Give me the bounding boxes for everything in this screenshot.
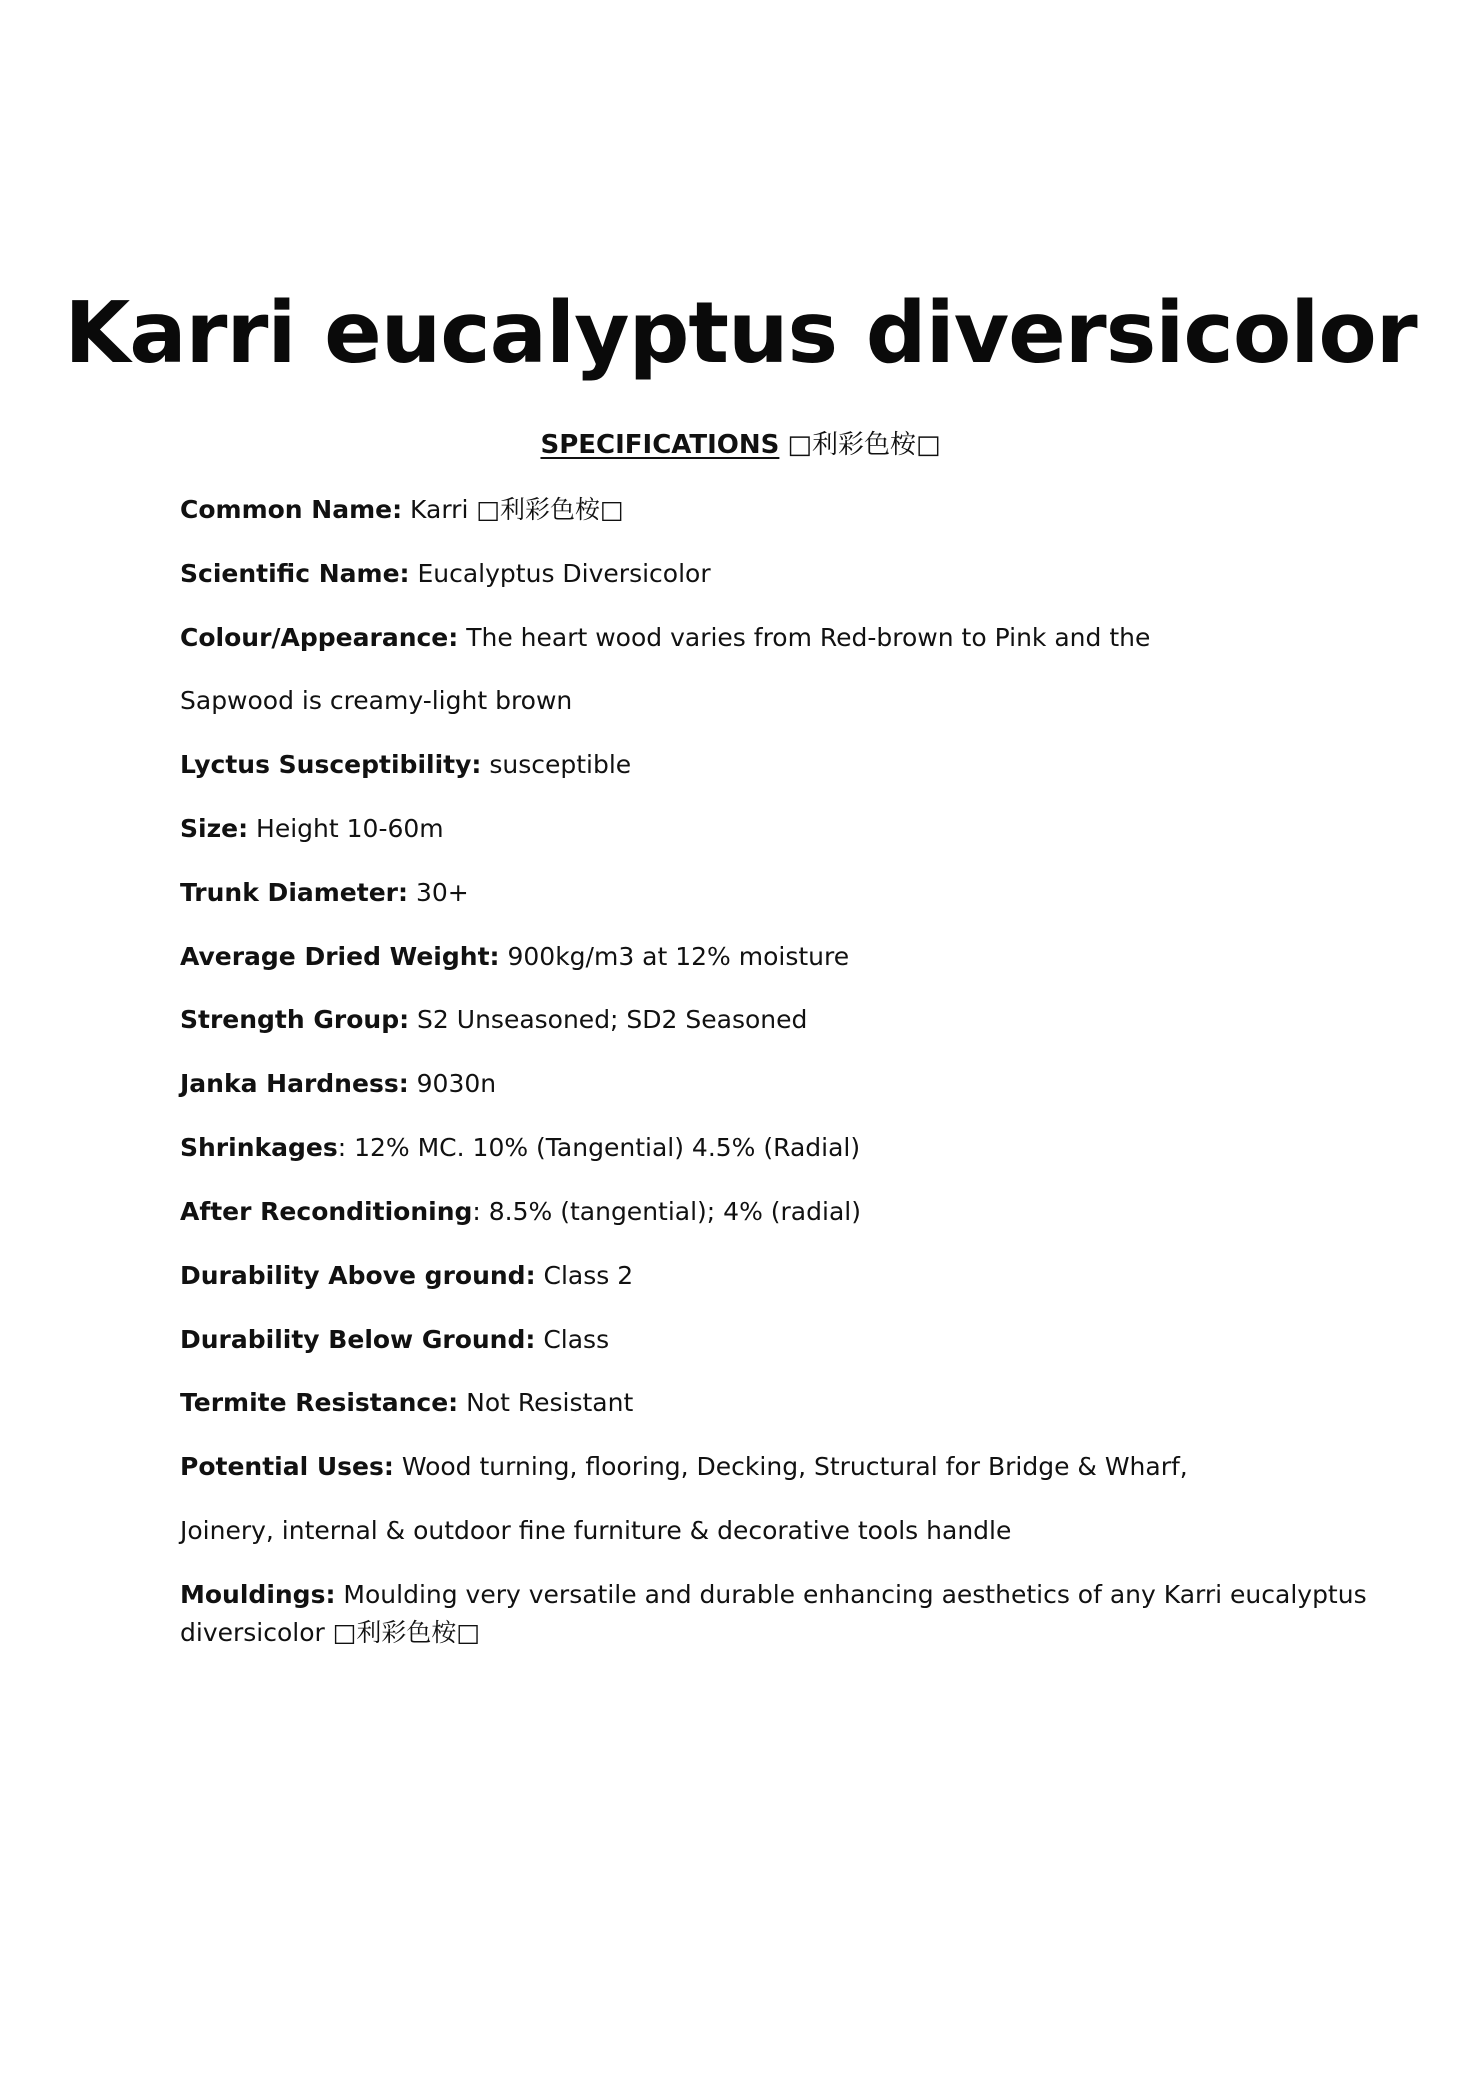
spec-janka-hardness: [180, 1065, 1450, 1103]
spec-colour-appearance: [180, 619, 1450, 657]
spec-termite-resistance: [180, 1384, 1450, 1422]
spec-value: Class 2: [535, 1261, 634, 1290]
spec-key: Mouldings:: [180, 1580, 336, 1609]
spec-after-reconditioning: [180, 1193, 1450, 1231]
spec-value: Moulding very versatile and durable enhancing aesthetics of any Karri eucalyptus diversicolor □利彩色桉□: [180, 1580, 1367, 1647]
spec-key: Strength Group:: [180, 1005, 410, 1034]
spec-common-name: [180, 491, 1450, 529]
spec-value: The heart wood varies from Red-brown to Pink and the: [458, 623, 1151, 652]
spec-key: Janka Hardness:: [180, 1069, 409, 1098]
spec-key: Common Name:: [180, 495, 403, 524]
spec-value: Karri □利彩色桉□: [402, 495, 624, 524]
spec-value: Class: [535, 1325, 610, 1354]
spec-value: susceptible: [481, 750, 632, 779]
document-title: Karri eucalyptus diversicolor: [64, 284, 1417, 383]
spec-potential-uses-continuation: Joinery, internal & outdoor fine furniture & decorative tools handle: [180, 1516, 1012, 1545]
spec-strength-group: [180, 1001, 1450, 1039]
spec-value: Eucalyptus Diversicolor: [409, 559, 711, 588]
spec-size: [180, 810, 1450, 848]
spec-value: 900kg/m3 at 12% moisture: [499, 942, 850, 971]
spec-key: After Reconditioning: [180, 1197, 473, 1226]
spec-value: S2 Unseasoned; SD2 Seasoned: [409, 1005, 808, 1034]
spec-colour-appearance-continuation: Sapwood is creamy-light brown: [180, 686, 573, 715]
spec-key: Trunk Diameter:: [180, 878, 408, 907]
spec-potential-uses: [180, 1448, 1450, 1486]
spec-key: Scientific Name:: [180, 559, 410, 588]
spec-key: Colour/Appearance:: [180, 623, 459, 652]
specifications-chinese-name: □利彩色桉□: [787, 430, 941, 460]
spec-shrinkages: [180, 1129, 1450, 1167]
spec-value: Height 10-60m: [248, 814, 444, 843]
spec-value: Not Resistant: [458, 1388, 634, 1417]
spec-key: Size:: [180, 814, 249, 843]
spec-key: Durability Below Ground:: [180, 1325, 536, 1354]
specifications-heading: [0, 427, 1481, 463]
spec-value: Wood turning, flooring, Decking, Structural for Bridge & Wharf,: [393, 1452, 1188, 1481]
specifications-label: SPECIFICATIONS: [540, 430, 780, 460]
spec-key: Potential Uses:: [180, 1452, 394, 1481]
spec-key: Shrinkages: [180, 1133, 338, 1162]
spec-key: Average Dried Weight:: [180, 942, 500, 971]
spec-key: Durability Above ground:: [180, 1261, 536, 1290]
spec-key: Termite Resistance:: [180, 1388, 459, 1417]
spec-value: 9030n: [408, 1069, 497, 1098]
spec-key: Lyctus Susceptibility:: [180, 750, 482, 779]
spec-trunk-diameter: [180, 874, 1450, 912]
spec-durability-above-ground: [180, 1257, 1450, 1295]
spec-lyctus-susceptibility: [180, 746, 1450, 784]
spec-scientific-name: [180, 555, 1450, 593]
spec-value: 30+: [408, 878, 469, 907]
spec-value: : 8.5% (tangential); 4% (radial): [472, 1197, 861, 1226]
spec-value: : 12% MC. 10% (Tangential) 4.5% (Radial): [337, 1133, 861, 1162]
spec-average-dried-weight: [180, 938, 1450, 976]
spec-durability-below-ground: [180, 1321, 1450, 1359]
spec-mouldings: [180, 1576, 1450, 1652]
